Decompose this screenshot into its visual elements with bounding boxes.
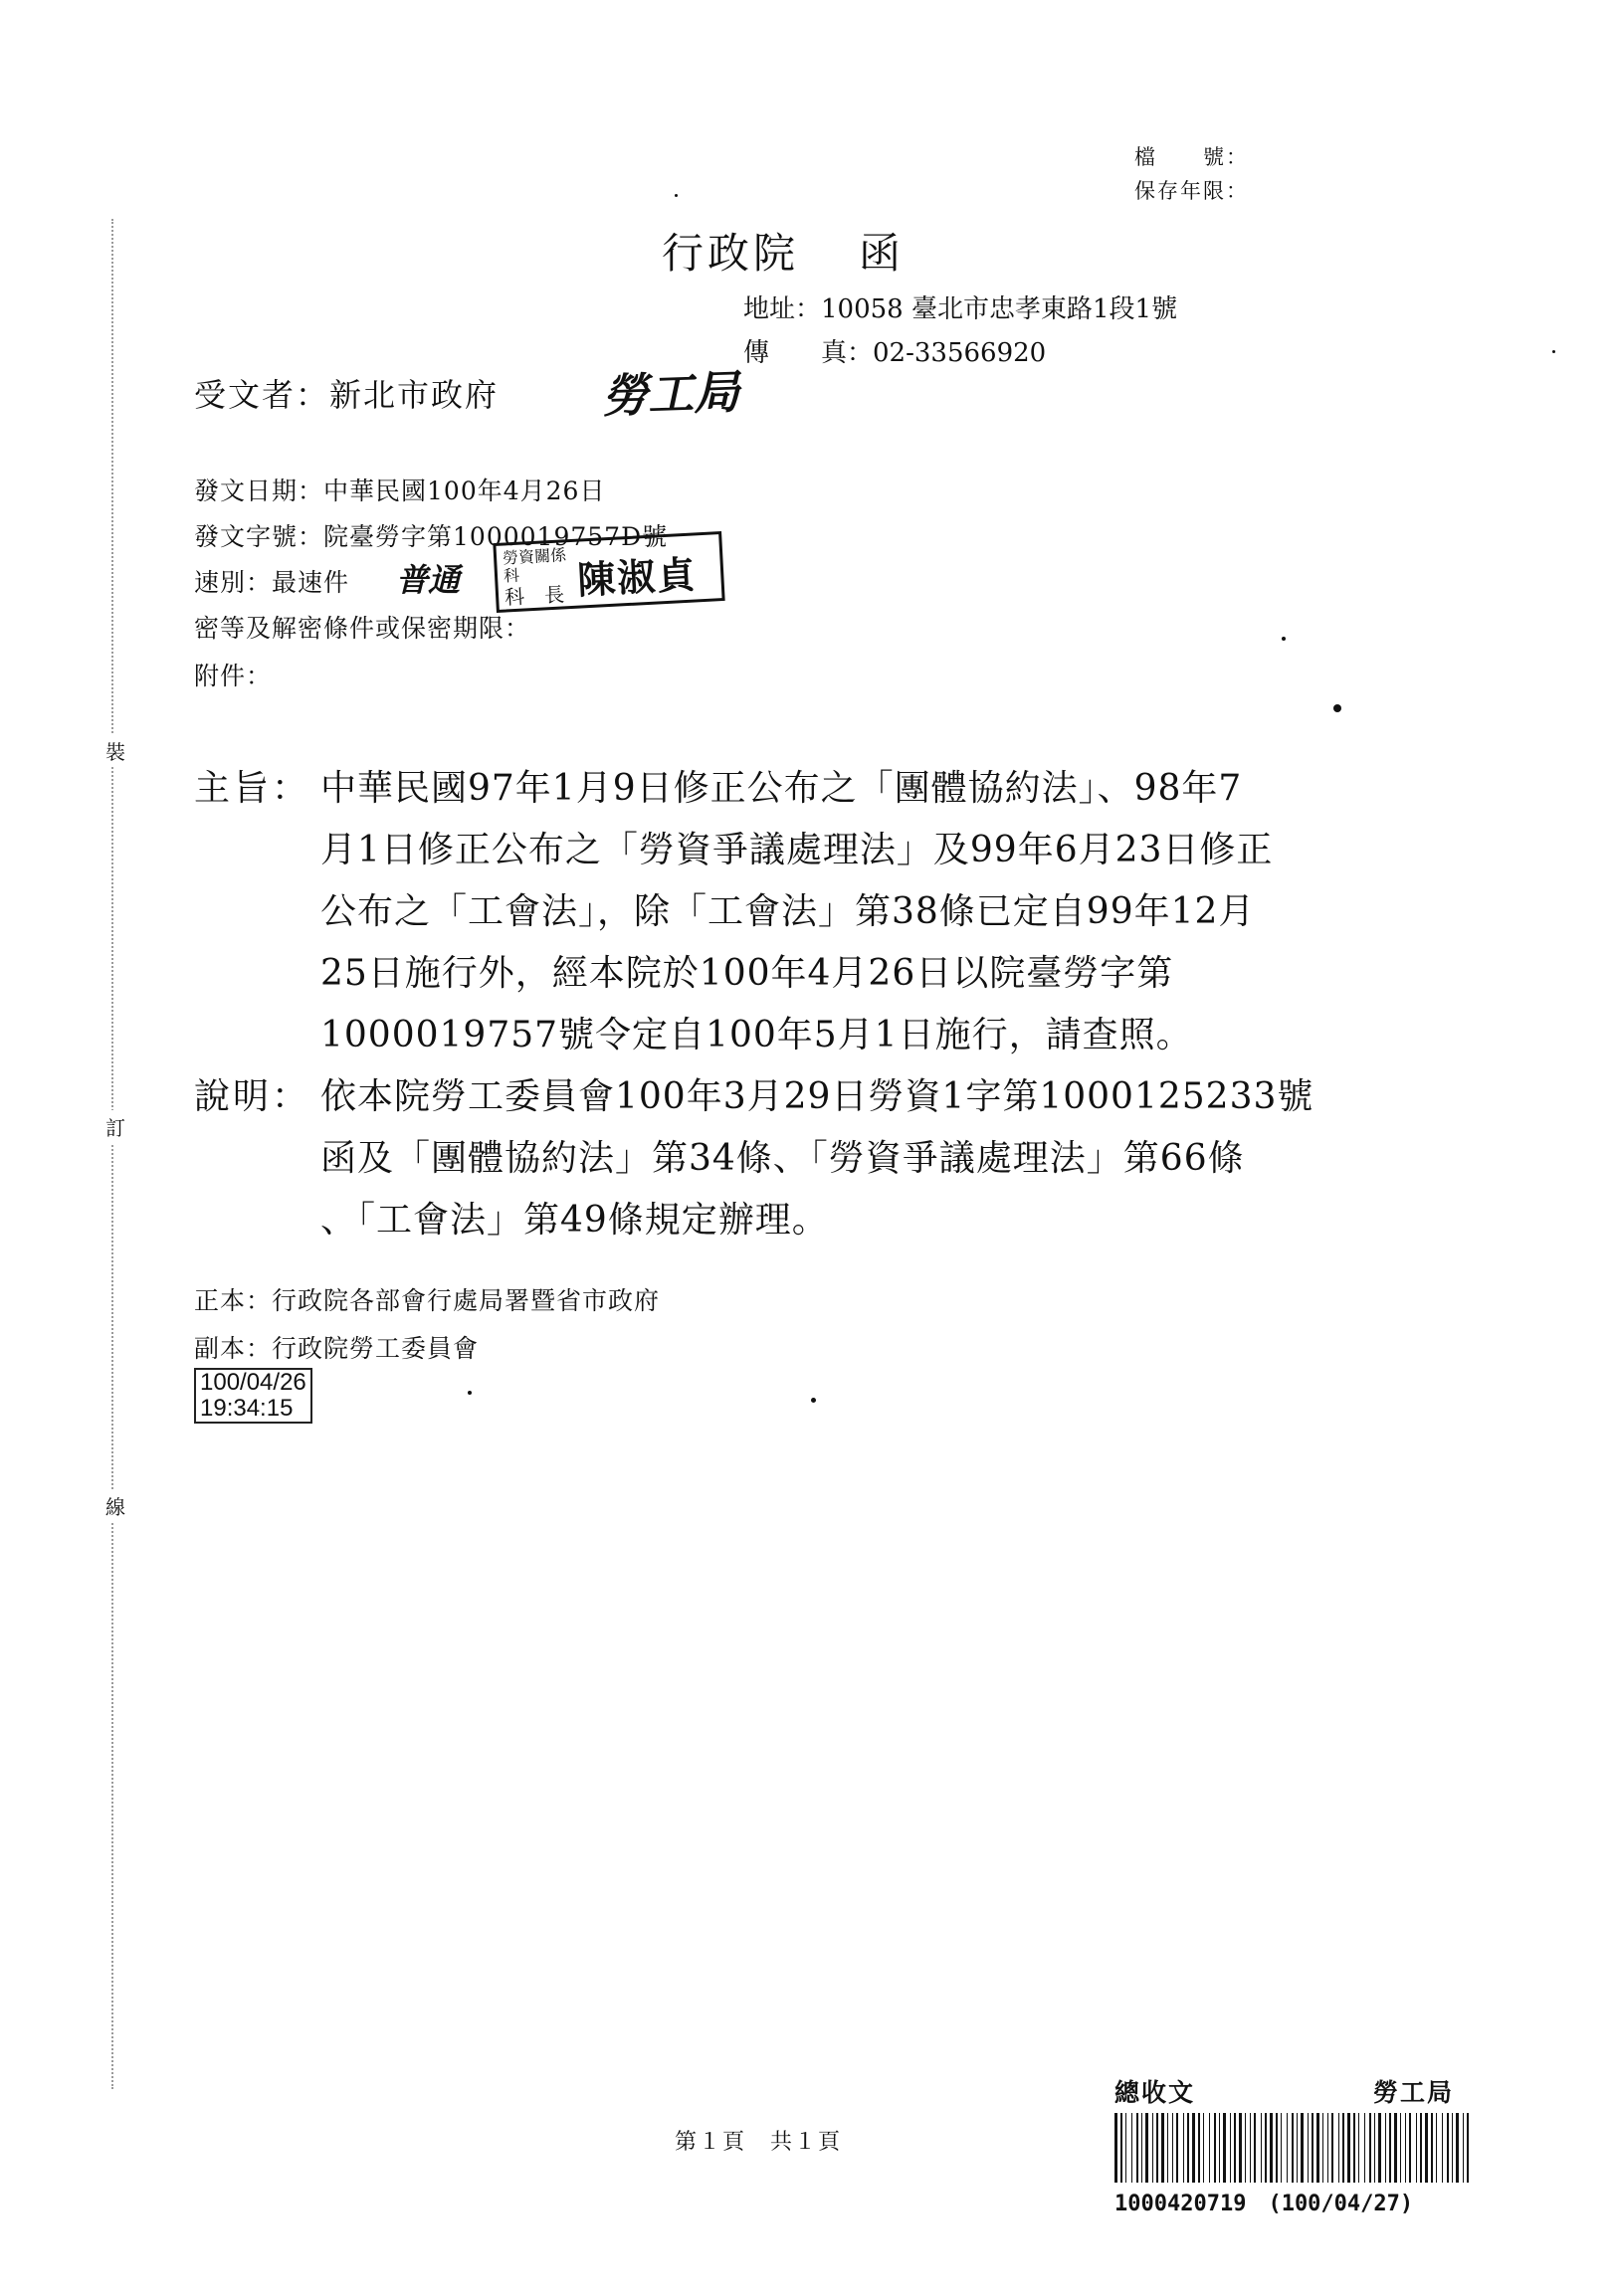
address-label: 地址： xyxy=(743,294,822,324)
fax-label: 傳 真： xyxy=(743,338,874,368)
agency-name: 行政院 xyxy=(662,229,800,278)
scan-speck xyxy=(1282,637,1286,641)
issue-date-line xyxy=(194,472,605,507)
receipt-barcode-block xyxy=(1105,2073,1473,2222)
speed-label: 速別： xyxy=(194,568,273,597)
subject-line: 中華民國97年1月9日修正公布之「團體協約法」、98年7 xyxy=(320,768,1243,809)
receipt-label-left: 總收文 xyxy=(1114,2078,1196,2107)
scan-speck xyxy=(1333,704,1341,712)
fax-line xyxy=(743,332,1046,369)
margin-mark-bind: 裝 xyxy=(105,734,125,767)
address-value: 10058 臺北市忠孝東路1段1號 xyxy=(821,294,1178,324)
subject-label: 主旨： xyxy=(194,768,311,809)
explanation-label: 說明： xyxy=(194,1076,311,1117)
explanation-line: 依本院勞工委員會100年3月29日勞資1字第1000125233號 xyxy=(320,1076,1314,1117)
time-stamp-time: 19:34:15 xyxy=(200,1395,294,1422)
secrecy-label: 密等及解密條件或保密期限： xyxy=(194,614,531,643)
receipt-time-stamp xyxy=(194,1368,312,1424)
speed-line xyxy=(194,563,349,599)
fax-value: 02-33566920 xyxy=(873,338,1047,368)
original-value: 行政院各部會行處局署暨省市政府 xyxy=(272,1286,661,1315)
scan-speck xyxy=(675,194,678,197)
scan-speck xyxy=(811,1398,816,1403)
approval-stamp xyxy=(493,531,724,613)
time-stamp-date: 100/04/26 xyxy=(200,1369,306,1396)
recipient-label: 受文者： xyxy=(194,376,330,414)
document-title xyxy=(662,221,905,281)
explanation-line: 函及「團體協約法」第34條、「勞資爭議處理法」第66條 xyxy=(320,1138,1245,1179)
stamp-name: 陳淑貞 xyxy=(576,551,699,603)
address-line xyxy=(743,288,1177,325)
page-number: 第１頁 共１頁 xyxy=(675,2130,843,2155)
stamp-title: 科 長 xyxy=(504,582,565,610)
explanation-line: 、「工會法」第49條規定辦理。 xyxy=(320,1200,829,1241)
handwritten-bureau: 勞工局 xyxy=(601,364,741,424)
scan-speck xyxy=(468,1391,472,1395)
stamp-unit: 勞資關係科 xyxy=(502,545,567,586)
subject-line: 公布之「工會法」，除「工會法」第38條已定自99年12月 xyxy=(320,891,1256,932)
document-type: 函 xyxy=(859,229,906,278)
binding-dotted-line xyxy=(111,219,113,2089)
file-number-label: 檔 號： xyxy=(1134,145,1249,169)
issue-date-label: 發文日期： xyxy=(194,477,324,505)
doc-number-value: 院臺勞字第1000019757D號 xyxy=(323,522,669,551)
barcode-number: 1000420719 (100/04/27) xyxy=(1114,2192,1414,2216)
recipient-line xyxy=(194,370,499,416)
margin-mark-line: 線 xyxy=(105,1489,125,1522)
barcode-image xyxy=(1114,2113,1473,2183)
issue-date-value: 中華民國100年4月26日 xyxy=(323,477,606,505)
copy-value: 行政院勞工委員會 xyxy=(272,1334,480,1363)
receipt-label-right: 勞工局 xyxy=(1373,2078,1455,2107)
retention-label: 保存年限： xyxy=(1134,179,1249,203)
subject-line: 25日施行外，經本院於100年4月26日以院臺勞字第 xyxy=(320,953,1174,994)
original-label: 正本： xyxy=(194,1286,273,1315)
scan-speck xyxy=(1552,350,1555,353)
subject-line: 月1日修正公布之「勞資爭議處理法」及99年6月23日修正 xyxy=(320,830,1274,870)
margin-mark-staple: 訂 xyxy=(105,1110,125,1143)
handwritten-speed-note: 普通 xyxy=(396,561,461,599)
speed-value: 最速件 xyxy=(272,568,350,597)
copy-recipients-line xyxy=(194,1329,479,1365)
attachments-label: 附件： xyxy=(194,662,273,690)
recipient-value: 新北市政府 xyxy=(329,376,500,414)
subject-line: 1000019757號令定自100年5月1日施行，請查照。 xyxy=(320,1015,1193,1055)
copy-label: 副本： xyxy=(194,1334,273,1363)
doc-number-label: 發文字號： xyxy=(194,522,324,551)
original-recipients-line xyxy=(194,1281,660,1317)
